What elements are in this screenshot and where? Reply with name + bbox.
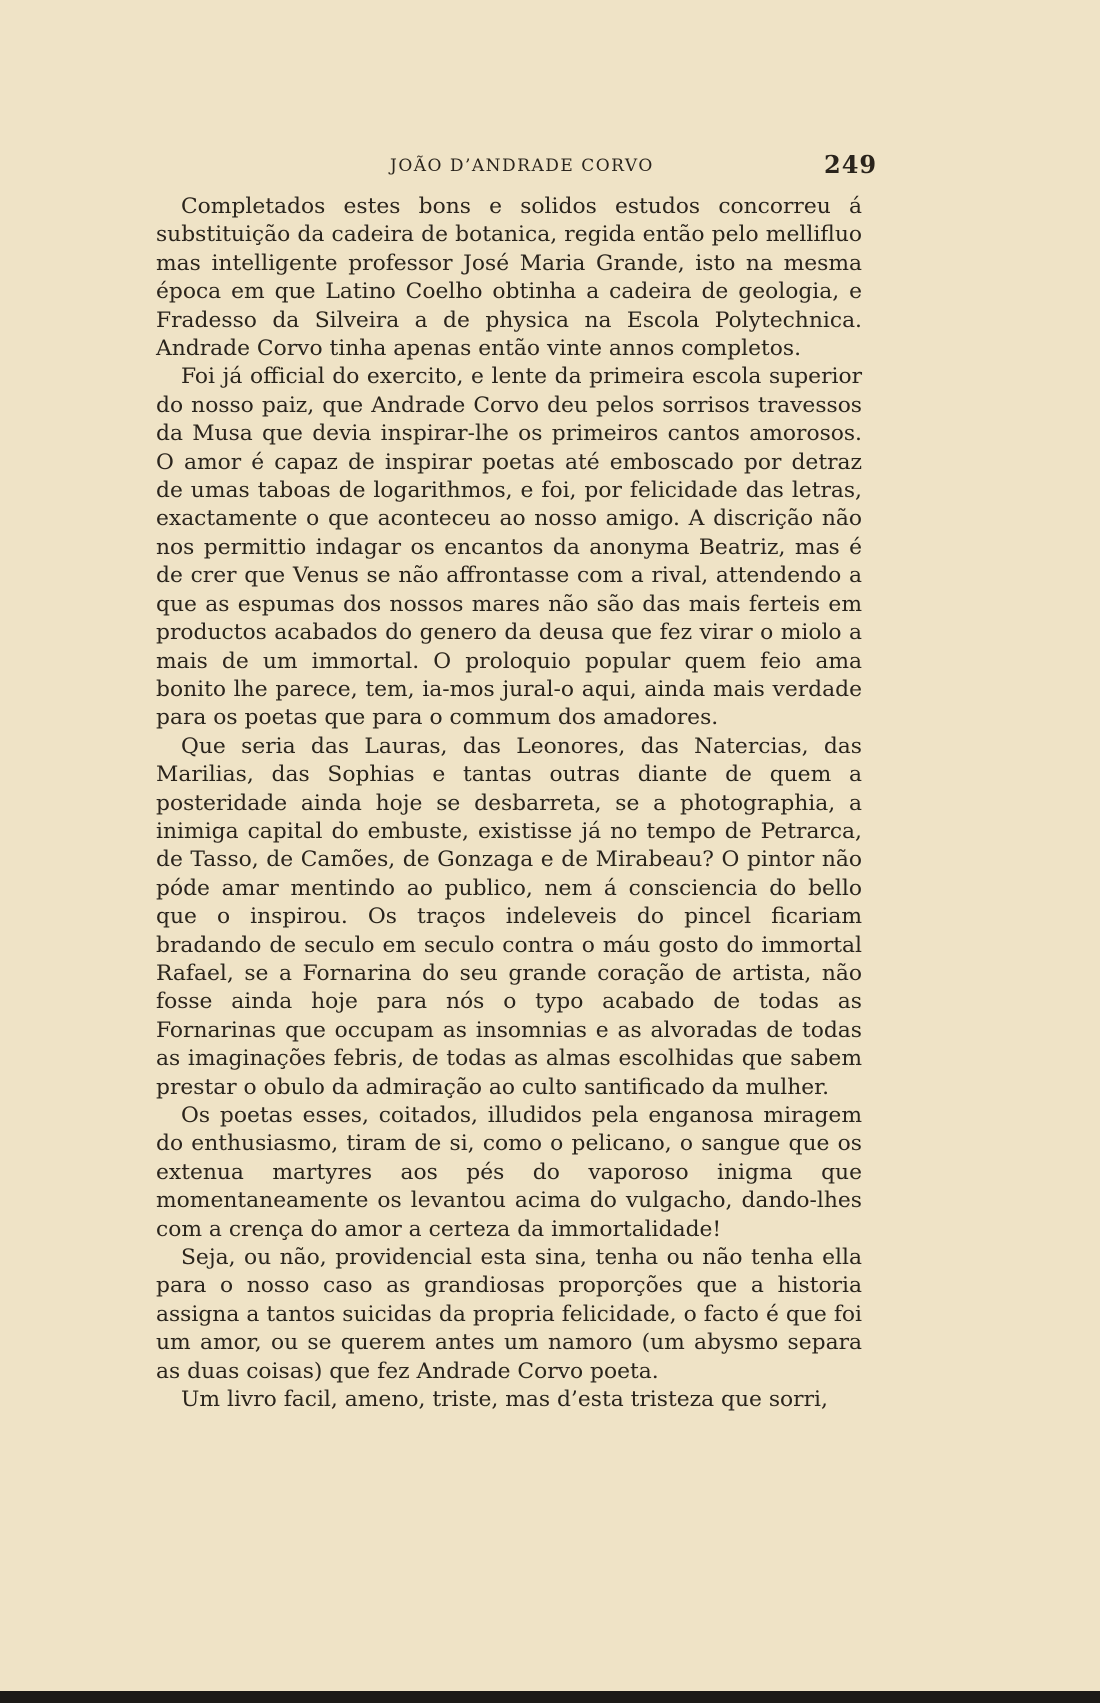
paragraph: Que seria das Lauras, das Leonores, das Natercias, das Marilias, das Sophias e tantas outras diante de quem a posteridade ainda hoje se desbarreta, se a photographia, a inimiga capital do embuste, existisse já no tempo de Petrarca, de Tasso, de Camões, de Gonzaga e de Mirabeau? O pintor não póde amar mentindo ao publico, nem á consciencia do bello que o inspirou. Os traços indeleveis do pincel ficariam bradando de seculo em seculo contra o máu gosto do immortal Rafael, se a Fornarina do seu grande coração de artista, não fosse ainda hoje para nós o typo acabado de todas as Fornarinas que occupam as insomnias e as alvoradas de todas as imaginações febris, de todas as almas escolhidas que sabem prestar o obulo da admiração ao culto santificado da mulher.	[156, 733, 862, 1100]
paragraph: Um livro facil, ameno, triste, mas d’esta tristeza que sorri,	[181, 1387, 828, 1413]
scan-edge-shadow	[0, 1691, 1100, 1703]
body-text	[156, 193, 862, 1414]
page-header	[0, 150, 1100, 190]
paragraph: Completados estes bons e solidos estudos concorreu á substituição da cadeira de botanica, regida então pelo mellifluo mas intelligente professor José Maria Grande, isto na mesma época em que Latino Coelho obtinha a cadeira de geologia, e Fradesso da Silveira a de physica na Escola Polytechnica. Andrade Corvo tinha apenas então vinte annos completos.	[156, 194, 862, 362]
paragraph: Os poetas esses, coitados, illudidos pela enganosa miragem do enthusiasmo, tiram de si, como o pelicano, o sangue que os extenua martyres aos pés do vaporoso inigma que momentaneamente os levantou acima do vulgacho, dando-lhes com a crença do amor a certeza da immortalidade!	[156, 1103, 862, 1242]
page-number: 249	[824, 150, 878, 179]
paragraph: Seja, ou não, providencial esta sina, tenha ou não tenha ella para o nosso caso as grandiosas proporções que a historia assigna a tantos suicidas da propria felicidade, o facto é que foi um amor, ou se querem antes um namoro (um abysmo separa as duas coisas) que fez Andrade Corvo poeta.	[156, 1245, 862, 1384]
paragraph: Foi já official do exercito, e lente da primeira escola superior do nosso paiz, que Andrade Corvo deu pelos sorrisos travessos da Musa que devia inspirar-lhe os primeiros cantos amorosos. O amor é capaz de inspirar poetas até emboscado por detraz de umas taboas de logarithmos, e foi, por felicidade das letras, exactamente o que aconteceu ao nosso amigo. A discrição não nos permittio indagar os encantos da anonyma Beatriz, mas é de crer que Venus se não affrontasse com a rival, attendendo a que as espumas dos nossos mares não são das mais ferteis em productos acabados do genero da deusa que fez virar o miolo a mais de um immortal. O proloquio popular quem feio ama bonito lhe parece, tem, ia-mos jural-o aqui, ainda mais verdade para os poetas que para o commum dos amadores.	[156, 364, 862, 731]
running-head: JOÃO D’ANDRADE CORVO	[390, 156, 654, 176]
